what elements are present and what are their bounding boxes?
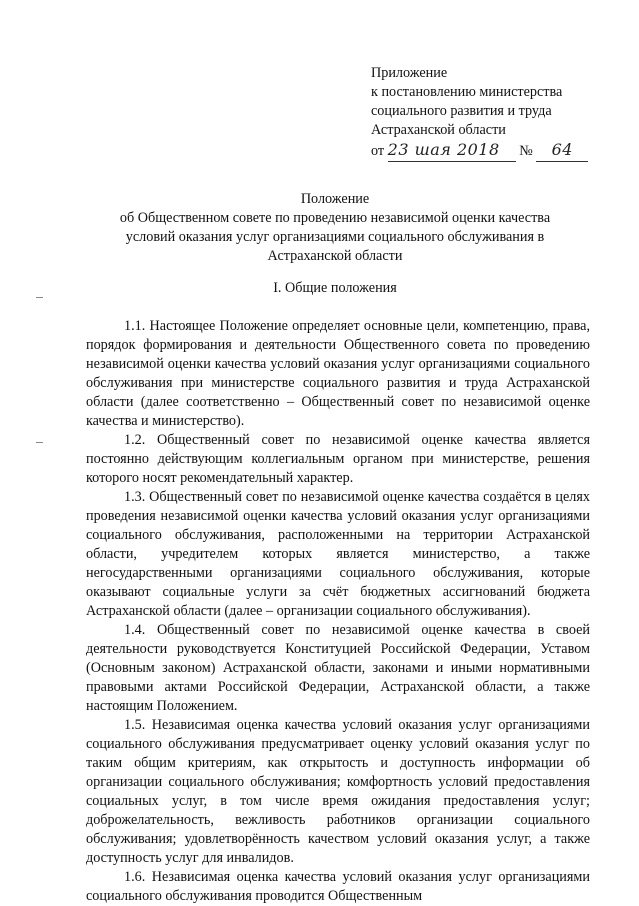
number-label: № xyxy=(519,143,533,159)
paragraph: 1.1. Настоящее Положение определяет основные цели, компетенцию, права, порядок формирования и деятельности Общественного совета по проведению независимой оценки качества условий оказания услуг организациями социального обслуживания при министерстве социального развития и труда Астраханской области (далее соответственно – Общественный совет по независимой оценке качества и министерство). xyxy=(86,318,590,429)
appendix-line: Астраханской области xyxy=(371,122,506,138)
section-heading: I. Общие положения xyxy=(273,280,397,296)
scan-mark xyxy=(36,442,43,443)
paragraph: 1.3. Общественный совет по независимой оценке качества создаётся в целях проведения независимой оценки качества условий оказания услуг организациями социального обслуживания, расположенными на территории Астраханской области, учредителем которых является министерство, а также негосударственными организациями социального обслуживания, которые оказывают социальные услуги за счёт бюджетных ассигнований бюджета Астраханской области (далее – организации социального обслуживания). xyxy=(86,489,590,619)
number-field xyxy=(536,140,588,162)
handwritten-date: 23 шая 2018 xyxy=(387,140,500,159)
from-label: от xyxy=(371,143,385,159)
date-field xyxy=(388,140,516,162)
appendix-block xyxy=(371,64,621,162)
paragraph: 1.4. Общественный совет по независимой оценке качества в своей деятельности руководствуется Конституцией Российской Федерации, Уставом (Основным законом) Астраханской области, законами и иными нормативными правовыми актами Российской Федерации, Астраханской области, а также настоящим Положением. xyxy=(86,622,590,714)
document-title xyxy=(80,190,590,266)
appendix-line: социального развития и труда xyxy=(371,103,552,119)
paragraph: 1.2. Общественный совет по независимой оценке качества является постоянно действующим коллегиальным органом при министерстве, решения которого носят рекомендательный характер. xyxy=(86,432,590,486)
title-line: Астраханской области xyxy=(267,248,403,264)
handwritten-number: 64 xyxy=(551,140,573,159)
title-line: об Общественном совете по проведению независимой оценки качества xyxy=(119,210,551,226)
title-line: Положение xyxy=(300,191,370,207)
document-body xyxy=(86,317,590,906)
appendix-date-line xyxy=(371,140,621,162)
paragraph: 1.5. Независимая оценка качества условий оказания услуг организациями социального обслуживания предусматривает оценку условий оказания услуг по таким общим критериям, как открытость и доступность информации об организации социального обслуживания; комфортность условий предоставления социальных услуг, в том числе время ожидания предоставления услуг; доброжелательность, вежливость работников организации социального обслуживания; удовлетворённость качеством условий оказания услуг, а также доступность услуг для инвалидов. xyxy=(86,717,590,866)
scan-mark xyxy=(36,297,43,298)
title-line: условий оказания услуг организациями социального обслуживания в xyxy=(125,229,545,245)
paragraph: 1.6. Независимая оценка качества условий оказания услуг организациями социального обслуживания проводится Общественным xyxy=(86,869,590,904)
appendix-line: Приложение xyxy=(371,65,448,81)
appendix-line: к постановлению министерства xyxy=(371,84,563,100)
